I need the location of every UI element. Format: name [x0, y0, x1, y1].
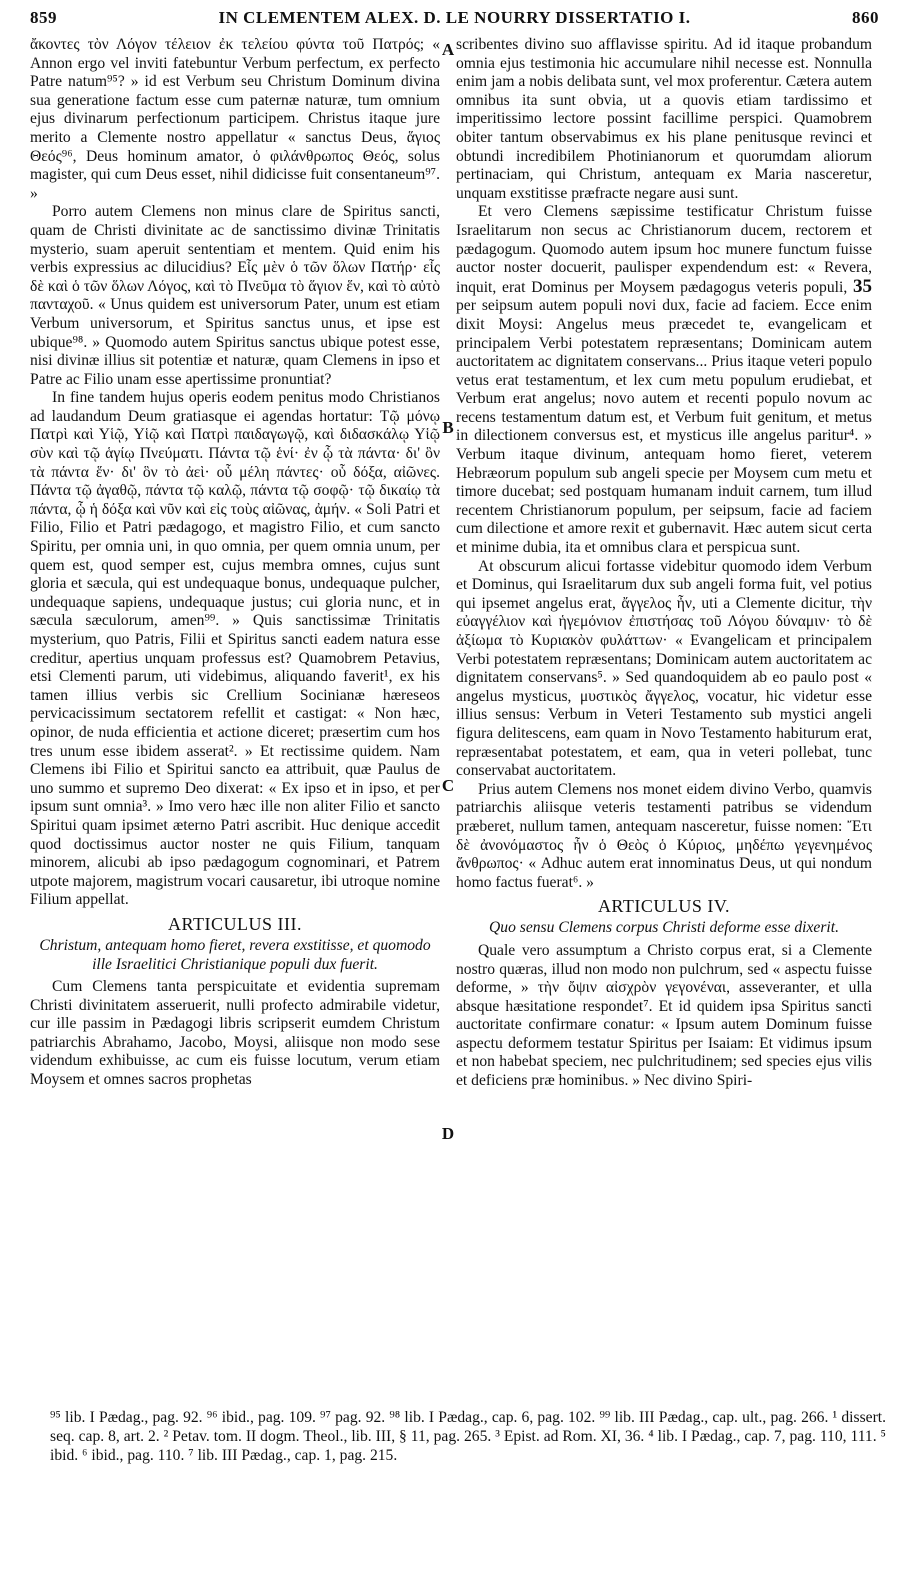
margin-letter-a: A	[441, 40, 455, 59]
page-number-right: 860	[851, 8, 879, 27]
page-header	[30, 8, 879, 30]
footnotes	[50, 1408, 886, 1465]
paragraph: Quale vero assumptum a Christo corpus erat, si a Clemente nostro quæras, illud non modo non pulchrum, sed « aspectu fuisse deforme, » τὴν ὄψιν αἰσχρὸν γεγονέναι, asseveranter, et ulla absque hæsitatione respondet⁷. Et id quidem ipsa Spiritus sancti auctoritate confirmare conatur: « Ipsum autem Dominum fuisse aspectu deformem testatur Spiritus per Isaiam: Et vidimus ipsum et non habebat speciem, nec pulchritudinem; sed species ejus vilis et deficiens præ hominibus. » Nec divino Spiri-	[456, 941, 872, 1090]
right-column	[456, 36, 872, 1091]
paragraph: At obscurum alicui fortasse videbitur quomodo idem Verbum et Dominus, qui Israelitarum dux sub angeli forma fuit, vel potius qui ipsemet angelus erat, ἄγγελος ἦν, uti a Clemente dicitur, τὴν εὐαγγέλιον καὶ ἡγεμόνιον ἐπιστήσας τοῦ Λόγου δύναμιν· τὸ δὲ ἀξίωμα τὸ Κυριακὸν φυλάττων· « Evangelicam et principalem Verbi potestatem repræsentans; Dominicam autem auctoritatem ac dignitatem conservans⁵. » Sed quandoquidem ab eo paulo post « angelus mysticus, μυστικὸς ἄγγελος, vocatur, hic videtur esse illius sensus: Verbum in Veteri Testamento sub mystici angeli figura delitescens, eam quam in Novo Testamento habiturum erat, repræsentabat potestatem, et eam, qua in veteri pollebat, tunc conservabat auctoritatem.	[456, 557, 872, 780]
footnote-text: ⁹⁵ lib. I Pædag., pag. 92. ⁹⁶ ibid., pag. 109. ⁹⁷ pag. 92. ⁹⁸ lib. I Pædag., cap. 6, pag. 102. ⁹⁹ lib. III Pædag., cap. ult., pag. 266. ¹ dissert. seq. cap. 8, art. 2. ² Petav. tom. II dogm. Theol., lib. III, § 11, pag. 265. ³ Epist. ad Rom. XI, 36. ⁴ lib. I Pædag., cap. 7, pag. 110, 111. ⁵ ibid. ⁶ ibid., pag. 110. ⁷ lib. III Pædag., cap. 1, pag. 215.	[50, 1409, 886, 1464]
paragraph: Cum Clemens tanta perspicuitate et evidentia supremam Christi divinitatem asseruerit, nulli profecto admirabile videtur, cur ille passim in Pædagogi libris scripserit eumdem Christum patriarchis Abrahamo, Jacobo, Moysi, aliisque non modo sese videndum exhibuisse, ac cum eis fuisse locutum, verum etiam Moysem et omnes sacros prophetas	[30, 978, 440, 1089]
margin-letter-c: C	[441, 776, 455, 795]
left-column	[30, 36, 440, 1090]
margin-letter-d: D	[441, 1124, 455, 1143]
page-number-left: 859	[30, 8, 57, 27]
running-title: IN CLEMENTEM ALEX. D. LE NOURRY DISSERTATIO I.	[218, 8, 691, 27]
section-subtitle: Christum, antequam homo fieret, revera exstitisse, et quomodo ille Israelitici Christianique populi dux fuerit.	[39, 936, 431, 973]
paragraph-text: Et vero Clemens sæpissime testificatur Christum fuisse Israelitarum non secus ac Christianorum ducem, rectorem et pædagogum. Quomodo autem ipsum hoc munere functum fuisse auctor noster docuerit, paulisper expendendum est: « Revera, inquit, erat Dominus per Moysem pædagogus veteris populi,	[456, 203, 872, 296]
paragraph: Porro autem Clemens non minus clare de Spiritus sancti, quam de Christi divinitate ac de sanctissimo divinæ Trinitatis mysterio, suam aperuit sententiam et mentem. Quid enim his verbis expressius ac dilucidius? Εἷς μὲν ὁ τῶν ὅλων Πατήρ· εἷς δὲ καὶ ὁ τῶν ὅλων Λόγος, καὶ τὸ Πνεῦμα τὸ ἅγιον ἕν, καὶ τὸ αὐτὸ πανταχοῦ. « Unus quidem est universorum Pater, unum est etiam Verbum universorum, et Spiritus sanctus unus, et ipse est ubique⁹⁸. » Quomodo autem Spiritus sanctus ubique potest esse, nisi divinæ illius sit potentiæ et naturæ, quam Clemens in ipso et Patre ac Filio unam esse apertissime pronuntiat?	[30, 203, 440, 388]
section-subtitle: Quo sensu Clemens corpus Christi deforme esse dixerit.	[489, 919, 839, 937]
paragraph: ἄκοντες τὸν Λόγον τέλειον ἐκ τελείου φύντα τοῦ Πατρός; « Annon ergo vel inviti fatebuntur Verbum perfectum, ex perfecto Patre natum⁹⁵? » id est Verbum seu Christum Dominum divina sua generatione factum esse cum paternæ naturæ, tum omnium ejus divinarum perfectionum participem. Christus itaque jure merito a Clemente nostro appellatur « sanctus Deus, ἅγιος Θεός⁹⁶, Deus hominum amator, ὁ φιλάνθρωπος Θεός, solus magister, qui cum Deus esset, nihil didicisse fuit consentaneum⁹⁷. »	[30, 36, 440, 202]
section-heading: ARTICULUS III.	[168, 913, 302, 934]
paragraph: Prius autem Clemens nos monet eidem divino Verbo, quamvis patriarchis aliisque veteris testamenti patribus se videndum præberet, nullum tamen, antequam nasceretur, fuisse nomen: Ἔτι δὲ ἀνονόμαστος ἦν ὁ Θεὸς ὁ Κύριος, μηδέπω γεγενημένος ἄνθρωπος· « Adhuc autem erat innominatus Deus, ut qui nondum homo factus fuerat⁶. »	[456, 780, 872, 891]
section-heading: ARTICULUS IV.	[597, 896, 731, 917]
inline-page-number: 35	[853, 275, 872, 297]
paragraph	[456, 203, 872, 557]
margin-letter-b: B	[442, 418, 454, 437]
paragraph: In fine tandem hujus operis eodem penitus modo Christianos ad laudandum Deum gratiasque ei agendas hortatur: Τῷ μόνῳ Πατρὶ καὶ Υἱῷ, Υἱῷ καὶ Πατρὶ παιδαγωγῷ, καὶ διδασκάλῳ Υἱῷ σὺν καὶ τῷ ἁγίῳ Πνεύματι. Πάντα τῷ ἑνί· ἐν ᾧ τὰ πάντα· δι' ὃν τὰ πάντα ἕν· δι' ὃν τὸ ἀεὶ· οὗ μέλη πάντες· οὗ δόξα, αἰῶνες. Πάντα τῷ ἀγαθῷ, πάντα τῷ καλῷ, πάντα τῷ σοφῷ· τῷ δικαίῳ τὰ πάντα, ᾧ ἡ δόξα καὶ νῦν καὶ εἰς τοὺς αἰῶνας, ἀμήν. « Soli Patri et Filio, Filio et Patri pædagogo, et magistro Filio, et cum sancto Spiritu, per omnia uni, in quo omnia, per quem omnia unum, per quem est, quod semper est, cujus membra omnes, cujus sunt gloria et sæcula, qui est undequaque bonus, undequaque pulcher, undequaque sapiens, undequaque justus; cui gloria nunc, et in sæcula sæculorum, amen⁹⁹. » Quis sanctissimæ Trinitatis mysterium, quo Patris, Filii et Spiritus sancti eadem natura esse creditur, apertius unquam professus est? Quamobrem Petavius, etsi Clementi parum, uti videbimus, aliquando faverit¹, ex his tamen illius verbis sic Crellium Socinianæ hæreseos pervicacissimum sectatorem refellit et castigat: « Non hæc, opinor, de nuda efficientia et actione diceret; præsertim cum hos tres unum esse ibidem asserat². » Et rectissime quidem. Nam Clemens ibi Filio et Spiritui sancto ea attribuit, quæ Paulus de uno summo et supremo Deo dixerat: « Ex ipso et in ipso, et per ipsum sunt omnia³. » Imo vero hæc ille non aliter Filio et sancto Spiritui quam ipsimet æterno Patri ascribit. Huc denique accedit quod doctissimus auctor noster ne quis Filium, tanquam minorem, alicubi ab ipso pædagogum cognominari, et Patrem utpote majorem, magistrum vocari causaretur, ibi utroque nomine Filium appellat.	[30, 389, 440, 909]
paragraph-text: per seipsum autem populi novi dux, facie ad faciem. Ecce enim dixit Moysi: Angelus meus præcedet te, evangelicam et principalem Verbi potestatem repræsentans; Dominicam autem auctoritatem ac dignitatem conservans... Prius itaque veteri populo vetus erat testamentum, et lex cum metu populum erudiebat, et Verbum erat angelus; novo autem et recenti populo novum ac recens testamentum datum est, et Verbum fuit genitum, et metus in dilectionem conversus est, et mysticus ille angelus paritur⁴. » Verbum itaque divinum, antequam homo fieret, veterem Hebræorum populum sub angeli specie per Moysem cum metu et timore ducebat; sed postquam humanam induit carnem, tum illud recentem Christianorum populum, per seipsum, facie ad faciem cum dilectione et amore rexit et gubernavit. Hæc autem sicut certa et minime dubia, ita et omnibus clara et perspicua sunt.	[456, 297, 872, 557]
paragraph: scribentes divino suo afflavisse spiritu. Ad id itaque probandum omnia ejus testimonia hic accumulare nihil necesse est. Nonnulla enim jam a nobis delibata sunt, vel mox proferentur. Cætera autem omnibus ita sunt obvia, ut a quovis etiam tardissimo et imperitissimo lectore possint facillime perspici. Quamobrem obiter tantum observabimus ex his plane penitusque revinci et obtundi incredibilem Photinianorum et quorumdam aliorum pertinaciam, qui Christum, antequam ex Maria nasceretur, unquam exstitisse præfracte negare ausi sunt.	[456, 36, 872, 202]
